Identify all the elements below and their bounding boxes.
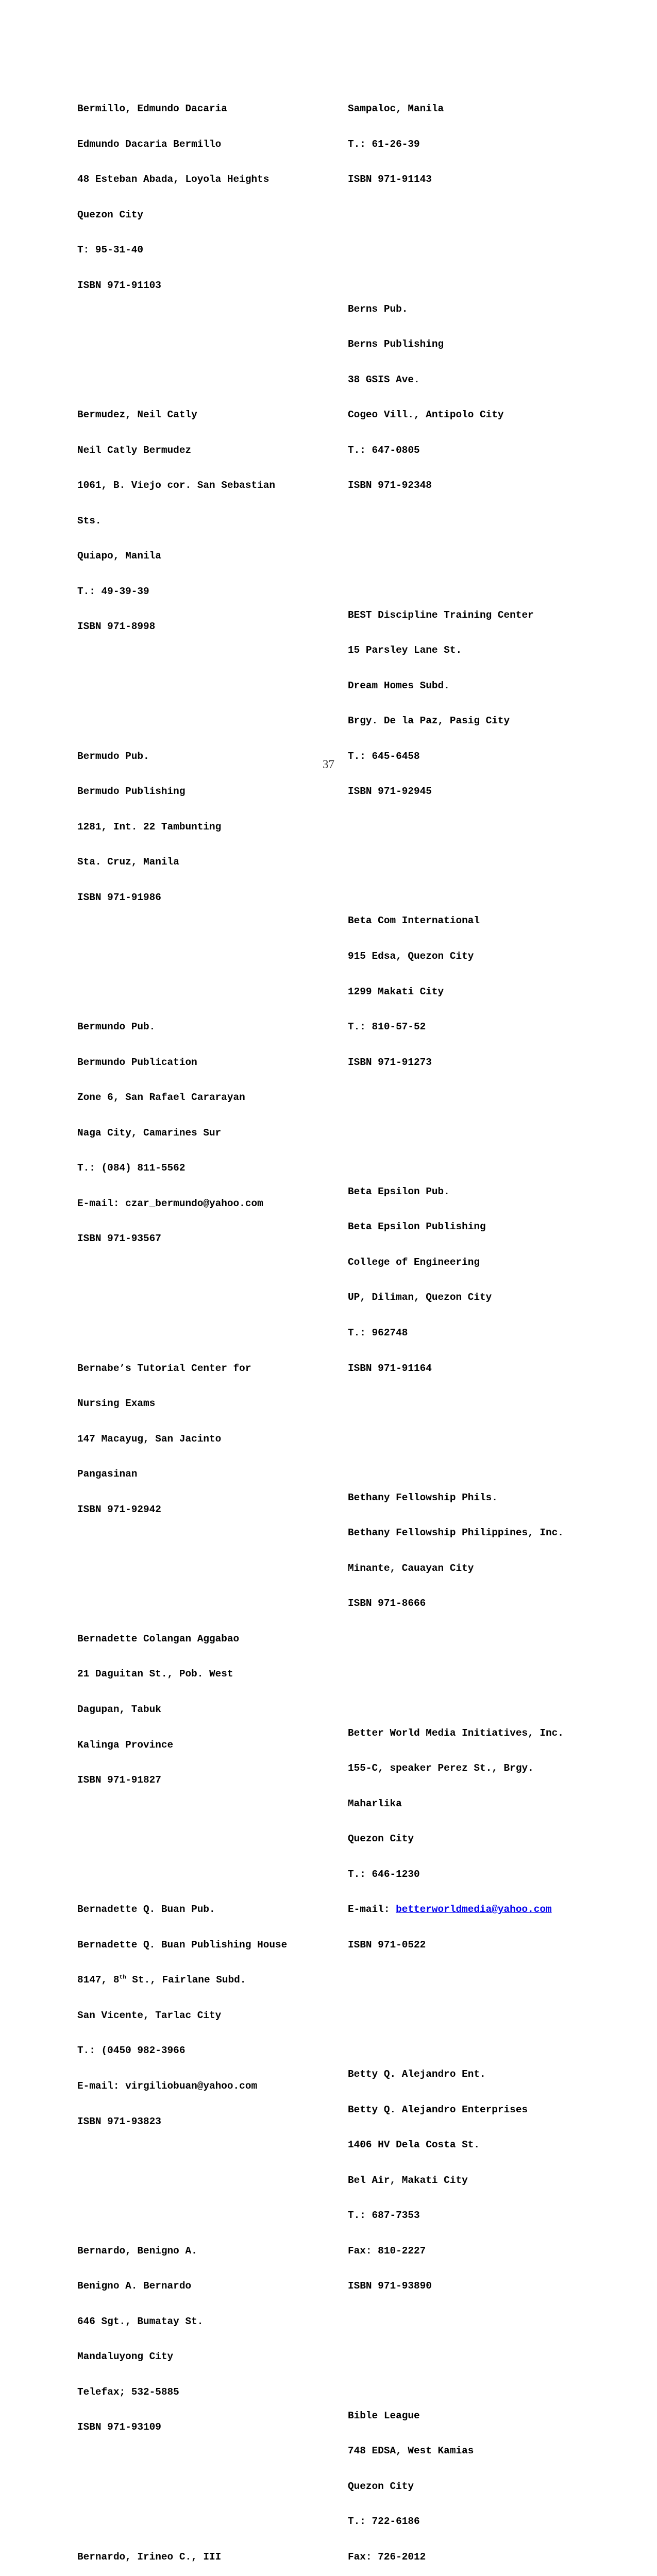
address-prefix: 8147, 8 <box>77 1974 120 1986</box>
entry-line: T.: 49-39-39 <box>77 585 149 597</box>
left-column <box>77 44 345 2576</box>
entry-gap <box>77 2481 345 2493</box>
entry-line: UP, Diliman, Quezon City <box>348 1292 492 1303</box>
entry-line: Edmundo Dacaria Bermillo <box>77 138 222 150</box>
directory-entry <box>348 1704 636 1974</box>
entry-line: Bernardo, Benigno A. <box>77 2245 197 2257</box>
entry-line: Quezon City <box>77 209 143 221</box>
entry-line: 1299 Makati City <box>348 986 444 997</box>
entry-line: ISBN 971-93890 <box>348 2280 432 2292</box>
entry-line: Dream Homes Subd. <box>348 680 450 691</box>
entry-line: T.: 962748 <box>348 1327 408 1338</box>
directory-entry <box>348 892 636 1092</box>
entry-line: College of Engineering <box>348 1256 480 1268</box>
entry-address-line <box>77 1974 345 1986</box>
address-suffix: St., Fairlane Subd. <box>126 1974 246 1986</box>
entry-line: Sta. Cruz, Manila <box>77 856 179 868</box>
entry-line: 915 Edsa, Quezon City <box>348 950 474 962</box>
entry-line: Quezon City <box>348 1833 414 1845</box>
entry-line: T.: 810-57-52 <box>348 1021 426 1033</box>
entry-gap <box>348 1421 636 1433</box>
entry-line: Berns Pub. <box>348 303 408 315</box>
entry-line: 748 EDSA, West Kamias <box>348 2445 474 2457</box>
directory-entry <box>348 586 636 821</box>
entry-line: Bermudo Pub. <box>77 750 149 762</box>
entry-line: Bethany Fellowship Phils. <box>348 1492 498 1503</box>
entry-line: Betty Q. Alejandro Enterprises <box>348 2104 528 2115</box>
entry-gap <box>348 844 636 856</box>
entry-line: E-mail: czar_bermundo@yahoo.com <box>77 1197 263 1209</box>
entry-gap <box>77 951 345 962</box>
entry-line: Bermudez, Neil Catly <box>77 409 197 421</box>
entry-line: 1281, Int. 22 Tambunting <box>77 821 222 833</box>
entry-line: Bermundo Publication <box>77 1056 197 1068</box>
entry-line: Bermillo, Edmundo Dacaria <box>77 103 227 115</box>
entry-line: 155-C, speaker Perez St., Brgy. <box>348 1762 534 1774</box>
directory-entry <box>77 80 345 315</box>
entry-gap <box>348 1657 636 1669</box>
directory-entry <box>77 385 345 656</box>
entry-line: T.: (084) 811-5562 <box>77 1162 186 1174</box>
entry-gap <box>77 338 345 350</box>
entry-line: ISBN 971-91273 <box>348 1056 432 1068</box>
entry-line: San Vicente, Tarlac City <box>77 2009 222 2021</box>
entry-line: Cogeo Vill., Antipolo City <box>348 409 504 421</box>
entry-line: ISBN 971-93823 <box>77 2115 161 2127</box>
entry-line: Bernabe’s Tutorial Center for <box>77 1362 251 1374</box>
entry-line: 15 Parsley Lane St. <box>348 645 462 656</box>
entry-line: ISBN 971-91103 <box>77 279 161 291</box>
entry-gap <box>348 1998 636 2010</box>
entry-line: Minante, Cauayan City <box>348 1562 474 1574</box>
entry-line: 147 Macayug, San Jacinto <box>77 1433 222 1445</box>
right-column <box>348 44 636 2576</box>
entry-line: ISBN 971-91164 <box>348 1362 432 1374</box>
entry-line: Sampaloc, Manila <box>348 103 444 115</box>
entry-line: ISBN 971-8666 <box>348 1598 426 1609</box>
entry-gap <box>77 2175 345 2187</box>
entry-line: ISBN 971-93567 <box>77 1233 161 1245</box>
entry-line: T.: 645-6458 <box>348 750 420 762</box>
entry-line: Bermudo Publishing <box>77 786 186 798</box>
directory-entry <box>348 1468 636 1633</box>
directory-entry <box>348 80 636 209</box>
entry-line: ISBN 971-91143 <box>348 174 432 185</box>
directory-entry <box>348 2045 636 2315</box>
entry-line: 48 Esteban Abada, Loyola Heights <box>77 174 269 185</box>
entry-line: Bernadette Q. Buan Publishing House <box>77 1939 288 1951</box>
entry-line: Fax: 810-2227 <box>348 2245 426 2257</box>
entry-line: Beta Epsilon Pub. <box>348 1185 450 1197</box>
entry-line: Zone 6, San Rafael Cararayan <box>77 1092 245 1104</box>
entry-line: Better World Media Initiatives, Inc. <box>348 1727 564 1739</box>
entry-gap <box>77 680 345 692</box>
entry-line: Mandaluyong City <box>77 2351 174 2363</box>
email-link[interactable]: betterworldmedia@yahoo.com <box>396 1904 552 1916</box>
entry-line: T.: 646-1230 <box>348 1868 420 1880</box>
directory-entry <box>77 727 345 927</box>
directory-entry <box>348 280 636 515</box>
entry-line: ISBN 971-92942 <box>77 1503 161 1515</box>
entry-line: Bernardo, Irineo C., III <box>77 2551 222 2563</box>
entry-line: ISBN 971-91827 <box>77 1774 161 1786</box>
entry-gap <box>348 1115 636 1127</box>
entry-line: T.: 647-0805 <box>348 444 420 456</box>
entry-line: Kalinga Province <box>77 1739 174 1751</box>
directory-entry <box>77 2528 345 2576</box>
entry-gap <box>348 2340 636 2351</box>
entry-line: Dagupan, Tabuk <box>77 1703 161 1715</box>
entry-line: 1406 HV Dela Costa St. <box>348 2139 480 2151</box>
entry-gap <box>77 1292 345 1303</box>
directory-entry <box>77 1609 345 1809</box>
entry-line: Bethany Fellowship Philippines, Inc. <box>348 1527 564 1539</box>
directory-entry <box>348 2386 636 2576</box>
entry-line: T.: 687-7353 <box>348 2210 420 2222</box>
directory-entry <box>348 1162 636 1398</box>
entry-line: Sts. <box>77 515 102 527</box>
directory-entry <box>77 997 345 1268</box>
directory-entry <box>77 2222 345 2457</box>
entry-line: 21 Daguitan St., Pob. West <box>77 1668 233 1680</box>
entry-line: Berns Publishing <box>348 338 444 350</box>
entry-line: Betty Q. Alejandro Ent. <box>348 2069 486 2080</box>
entry-line: Bernadette Q. Buan Pub. <box>77 1904 215 1916</box>
entry-line: Quezon City <box>348 2480 414 2492</box>
entry-line: Fax: 726-2012 <box>348 2551 426 2563</box>
entry-line: Pangasinan <box>77 1468 138 1480</box>
entry-line: Quiapo, Manila <box>77 550 161 562</box>
entry-line: T: 95-31-40 <box>77 244 143 256</box>
directory-entry <box>77 1880 345 2151</box>
entry-line: ISBN 971-92348 <box>348 480 432 492</box>
entry-gap <box>348 233 636 245</box>
entry-line: Beta Com International <box>348 915 480 927</box>
entry-line: Bel Air, Makati City <box>348 2174 468 2186</box>
entry-gap <box>77 1833 345 1845</box>
entry-line: E-mail: virgiliobuan@yahoo.com <box>77 2080 258 2092</box>
entry-gap <box>348 538 636 550</box>
entry-line: Bernadette Colangan Aggabao <box>77 1633 240 1645</box>
entry-line: ISBN 971-92945 <box>348 786 432 798</box>
entry-line: Maharlika <box>348 1798 402 1809</box>
page-number: 37 <box>323 758 334 771</box>
entry-line: Nursing Exams <box>77 1398 156 1410</box>
entry-gap <box>77 1563 345 1574</box>
entry-line: 646 Sgt., Bumatay St. <box>77 2315 204 2327</box>
entry-line: Beta Epsilon Publishing <box>348 1221 486 1233</box>
entry-line: T.: 722-6186 <box>348 2516 420 2528</box>
entry-line: ISBN 971-0522 <box>348 1939 426 1951</box>
entry-line: Naga City, Camarines Sur <box>77 1127 222 1139</box>
entry-line: ISBN 971-8998 <box>77 621 156 633</box>
entry-line: Neil Catly Bermudez <box>77 444 192 456</box>
entry-line: Telefax; 532-5885 <box>77 2386 179 2398</box>
entry-line: ISBN 971-91986 <box>77 891 161 903</box>
directory-entry <box>77 1339 345 1539</box>
entry-line: BEST Discipline Training Center <box>348 609 534 621</box>
ordinal-suffix: th <box>119 1974 126 1981</box>
entry-line: Bible League <box>348 2410 420 2421</box>
email-label: E-mail: <box>348 1904 396 1916</box>
entry-line: Bermundo Pub. <box>77 1021 156 1033</box>
entry-line: T.: 61-26-39 <box>348 138 420 150</box>
entry-line: Brgy. De la Paz, Pasig City <box>348 715 510 727</box>
entry-line: ISBN 971-93109 <box>77 2421 161 2433</box>
entry-line: Benigno A. Bernardo <box>77 2280 192 2292</box>
entry-line: 1061, B. Viejo cor. San Sebastian <box>77 480 275 492</box>
entry-line: 38 GSIS Ave. <box>348 374 420 385</box>
email-line <box>348 1904 636 1916</box>
entry-line: T.: (0450 982-3966 <box>77 2045 186 2057</box>
